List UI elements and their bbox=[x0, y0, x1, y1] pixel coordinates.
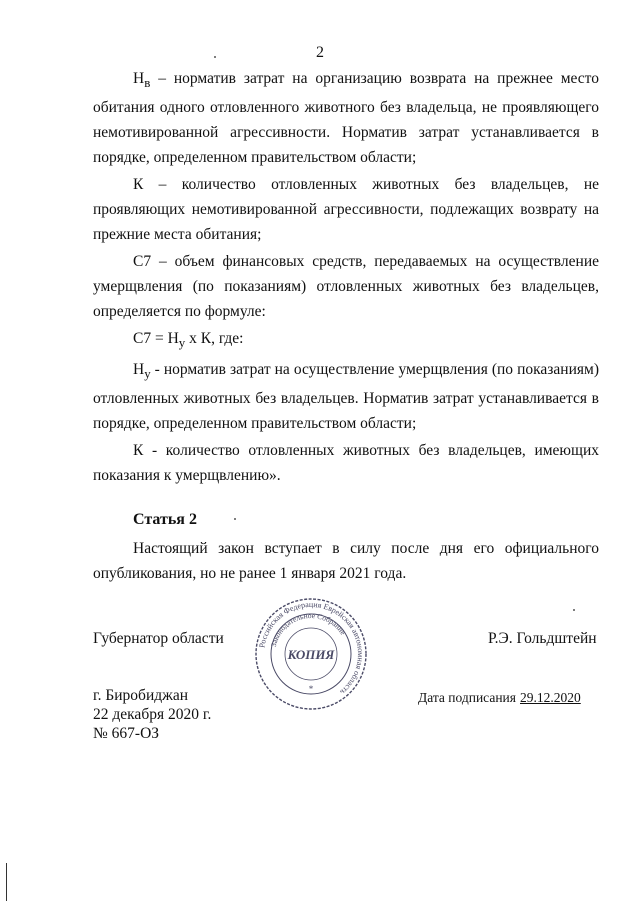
signing-date bbox=[418, 690, 581, 706]
place-block bbox=[93, 686, 211, 743]
scan-speck bbox=[214, 56, 216, 58]
article-text: Настоящий закон вступает в силу после дня его официального опубликования, но не ранее 1 января 2021 года. bbox=[93, 540, 599, 582]
formula-lhs: С7 = Н bbox=[133, 330, 179, 348]
signing-date-value: 29.12.2020 bbox=[520, 690, 581, 705]
law-body bbox=[93, 66, 599, 488]
symbol-sub: у bbox=[144, 366, 151, 382]
law-number: № 667-ОЗ bbox=[93, 725, 160, 742]
symbol-sub: в bbox=[144, 75, 151, 91]
stamp-outer-text: Российская Федерация Еврейская автономная область bbox=[257, 599, 366, 697]
stamp-inner-text: Законодательное Собрание bbox=[268, 610, 348, 648]
official-stamp bbox=[254, 597, 368, 711]
governor-label: Губернатор области bbox=[93, 630, 224, 647]
scan-speck bbox=[234, 518, 236, 520]
scan-margin-line bbox=[6, 863, 7, 901]
city: г. Биробиджан bbox=[93, 687, 189, 704]
law-date: 22 декабря 2020 г. bbox=[93, 706, 212, 723]
signing-date-label: Дата подписания bbox=[418, 690, 516, 705]
stamp-star-icon: * bbox=[308, 684, 314, 694]
signatory-name: Р.Э. Гольдштейн bbox=[488, 630, 597, 647]
scan-speck bbox=[573, 609, 575, 611]
definition-k: К - количество отловленных животных без владельцев, имеющих показания к умерщвлению». bbox=[93, 442, 599, 485]
definition-text: - норматив затрат на осуществление умерщвления (по показаниям) отловленных животных без владельцев. Норматив затрат устанавливается в порядке, определенном правительством области; bbox=[93, 361, 599, 433]
formula-sub: у bbox=[178, 335, 186, 351]
paragraph-k: К – количество отловленных животных без владельцев, не проявляющих немотивированной агрессивности, подлежащих возврату на прежние места обитания; bbox=[93, 176, 599, 244]
formula-rhs: х К, где: bbox=[185, 330, 244, 348]
stamp-center-text: КОПИЯ bbox=[287, 647, 335, 662]
page-number: 2 bbox=[316, 44, 324, 61]
formula bbox=[93, 326, 599, 355]
symbol-base: Н bbox=[133, 361, 145, 379]
paragraph-text: – норматив затрат на организацию возврата на прежнее место обитания одного отловленного животного без владельца, не проявляющего немотивированной агрессивности. Норматив затрат устанавливается в порядке, определенном правительством области; bbox=[93, 70, 599, 167]
definition-nu bbox=[93, 357, 599, 436]
symbol-base: Н bbox=[133, 70, 145, 87]
article-heading: Статья 2 bbox=[133, 511, 197, 528]
paragraph-c7: С7 – объем финансовых средств, передаваемых на осуществление умерщвления (по показаниям) отловленных животных без владельцев, определяется по формуле: bbox=[93, 253, 599, 321]
paragraph-nv bbox=[93, 66, 599, 170]
